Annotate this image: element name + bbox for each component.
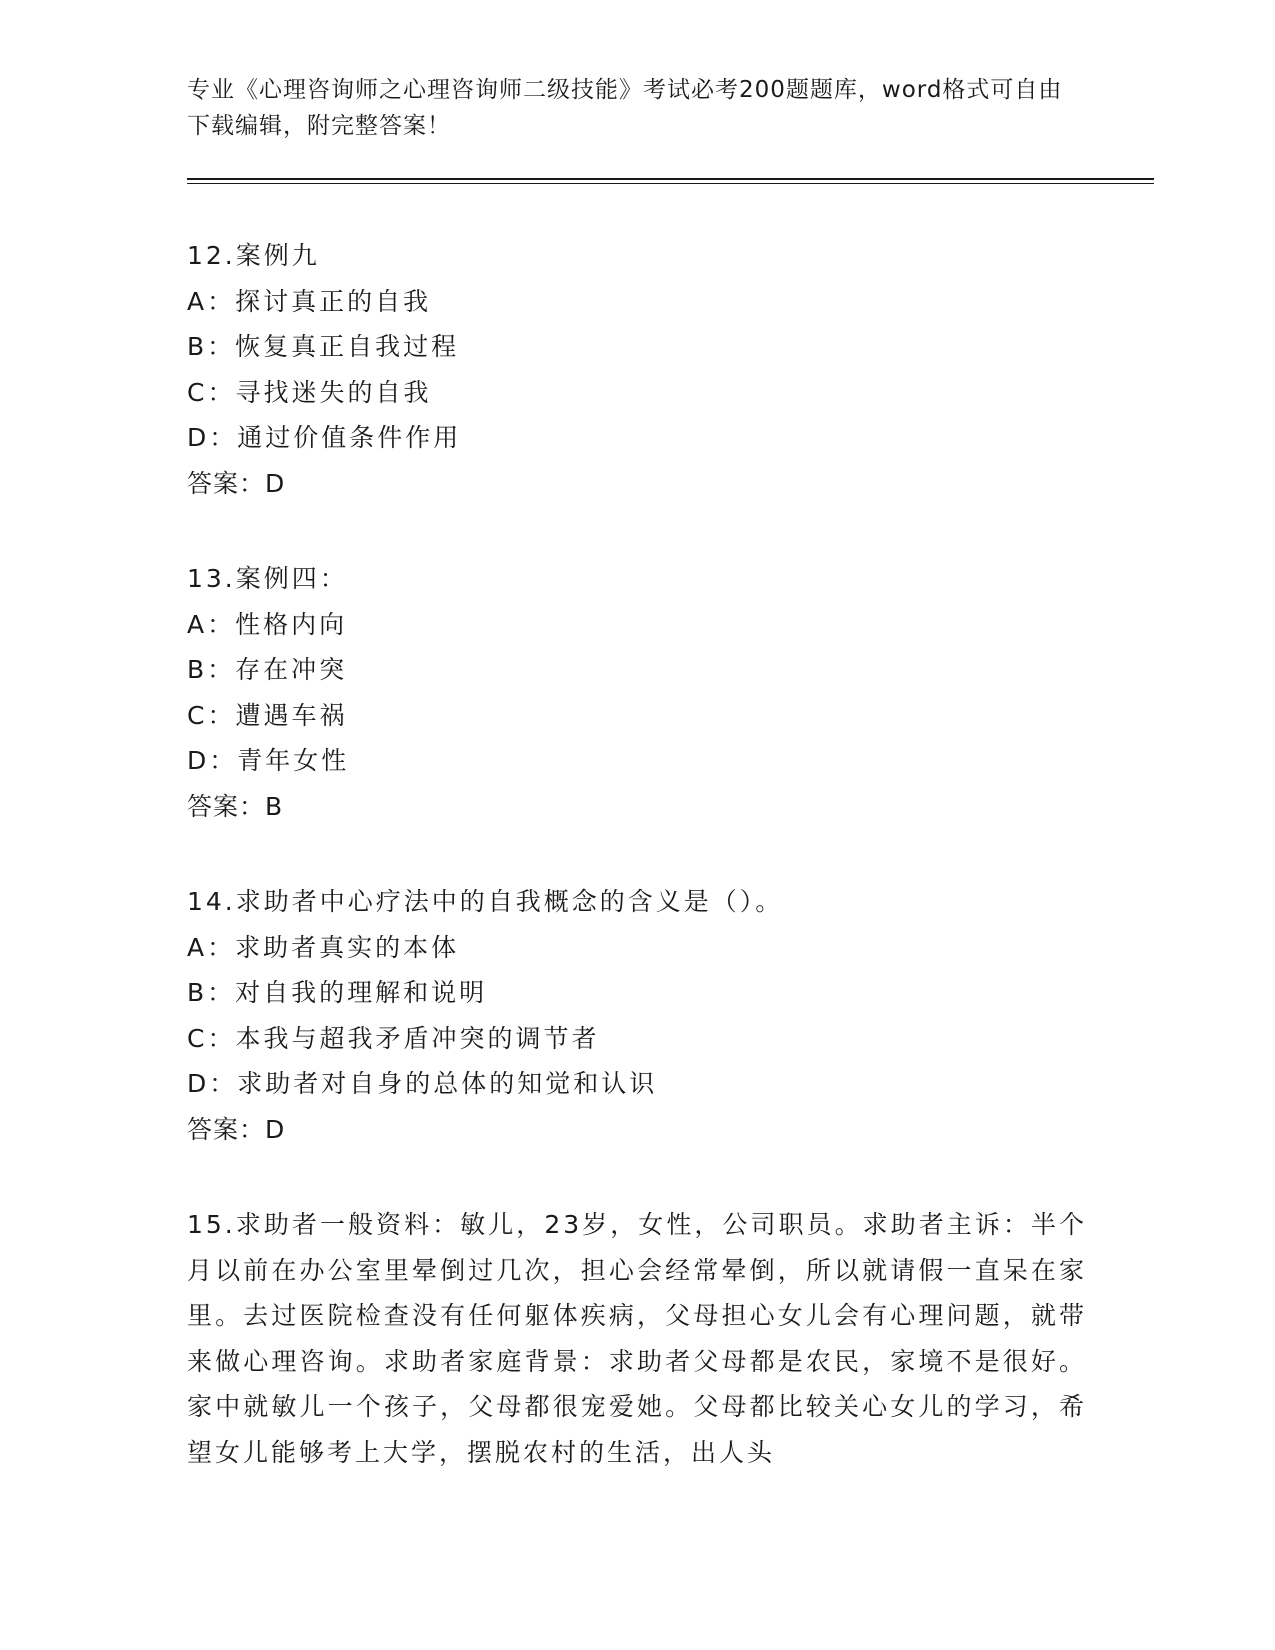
option-d: D：求助者对自身的总体的知觉和认识 xyxy=(187,1069,658,1098)
document-header: 专业《心理咨询师之心理咨询师二级技能》考试必考200题题库，word格式可自由下载编辑，附完整答案！ xyxy=(187,77,1063,139)
question-12 xyxy=(187,233,1087,506)
option-b: B：对自我的理解和说明 xyxy=(187,978,488,1007)
question-14 xyxy=(187,879,1087,1152)
header-divider-thin xyxy=(187,183,1154,184)
option-a: A：求助者真实的本体 xyxy=(187,932,460,962)
question-stem: 12.案例九 xyxy=(187,241,320,270)
question-list xyxy=(187,233,1087,1525)
question-13 xyxy=(187,556,1087,829)
option-a: A：性格内向 xyxy=(187,609,348,639)
option-c: C：寻找迷失的自我 xyxy=(187,377,432,407)
header-divider-thick xyxy=(187,178,1154,180)
answer-line: 答案：D xyxy=(187,1114,286,1144)
option-a: A：探讨真正的自我 xyxy=(187,286,432,316)
question-15 xyxy=(187,1202,1087,1475)
option-b: B：恢复真正自我过程 xyxy=(187,332,460,361)
option-c: C：本我与超我矛盾冲突的调节者 xyxy=(187,1023,600,1053)
option-d: D：青年女性 xyxy=(187,746,350,775)
option-b: B：存在冲突 xyxy=(187,655,348,684)
question-stem: 13.案例四： xyxy=(187,564,348,593)
case-paragraph: 15.求助者一般资料：敏儿，23岁，女性，公司职员。求助者主诉：半个月以前在办公室里晕倒过几次，担心会经常晕倒，所以就请假一直呆在家里。去过医院检查没有任何躯体疾病，父母担心女儿会有心理问题，就带来做心理咨询。求助者家庭背景：求助者父母都是农民，家境不是很好。家中就敏儿一个孩子，父母都很宠爱她。父母都比较关心女儿的学习，希望女儿能够考上大学，摆脱农村的生活，出人头 xyxy=(187,1210,1087,1467)
option-d: D：通过价值条件作用 xyxy=(187,423,462,452)
answer-line: 答案：D xyxy=(187,468,286,498)
option-c: C：遭遇车祸 xyxy=(187,700,348,730)
answer-line: 答案：B xyxy=(187,791,284,821)
question-stem: 14.求助者中心疗法中的自我概念的含义是（）。 xyxy=(187,887,784,916)
